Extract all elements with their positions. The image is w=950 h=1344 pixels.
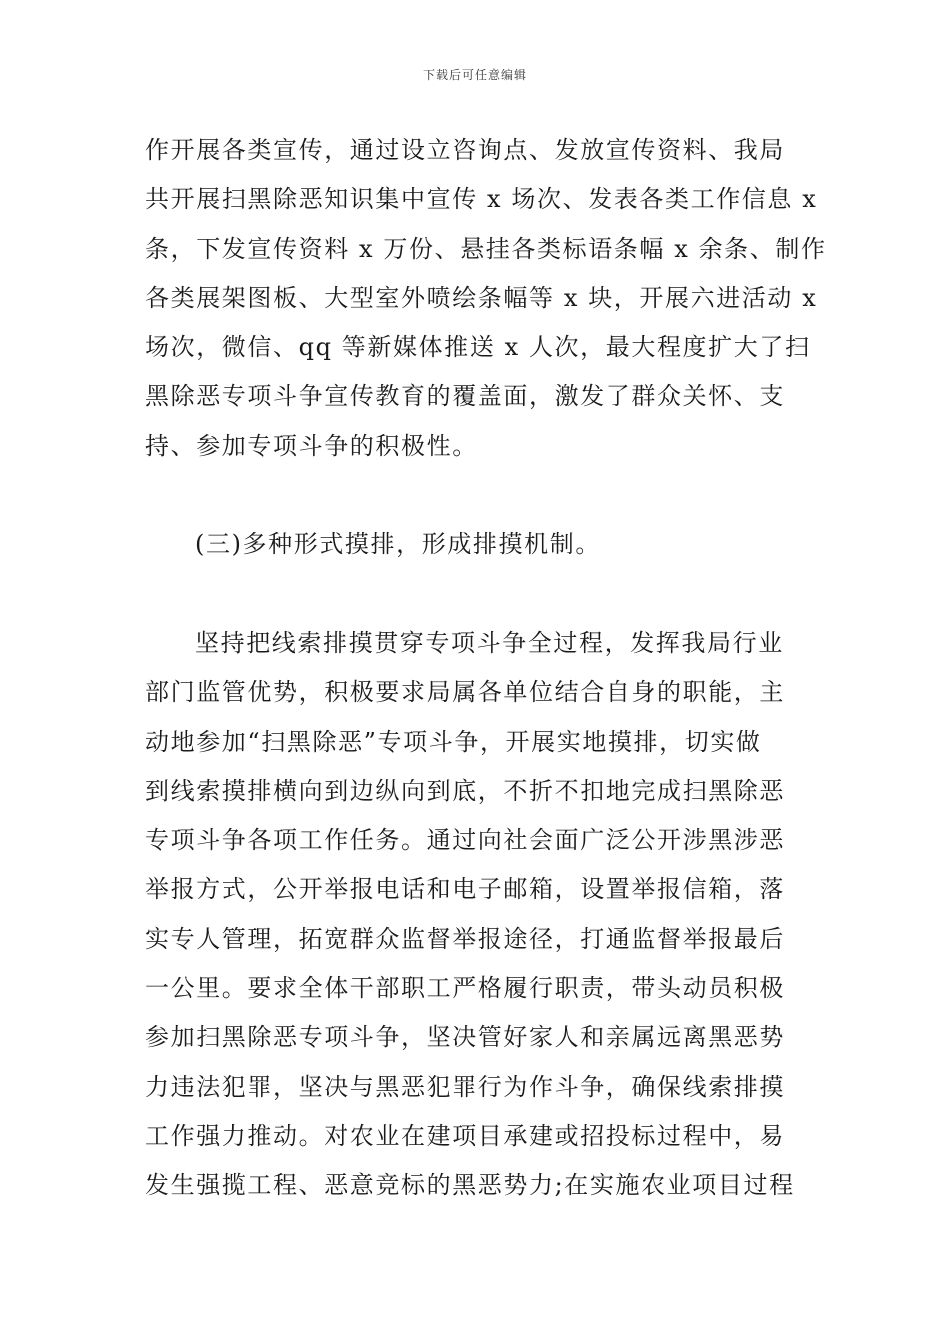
text-line: 举报方式，公开举报电话和电子邮箱，设置举报信箱，落 [145,875,785,904]
paragraph-spacer [145,570,815,619]
page-header: 下载后可任意编辑 [422,68,527,82]
text-line: 实专人管理，拓宽群众监督举报途径，打通监督举报最后 [145,924,785,953]
paragraph-publicity [145,126,827,471]
text-line: 黑除恶专项斗争宣传教育的覆盖面，激发了群众关怀、支 [145,382,785,411]
text-line: 部门监管优势，积极要求局属各单位结合自身的职能，主 [145,678,785,707]
text-line: 到线索摸排横向到边纵向到底，不折不扣地完成扫黑除恶 [145,776,785,805]
text-line: 场次，微信、qq 等新媒体推送 x 人次，最大程度扩大了扫 [145,333,811,362]
text-line: 共开展扫黑除恶知识集中宣传 x 场次、发表各类工作信息 x [145,185,818,214]
section-heading [145,520,815,569]
document-body [145,126,827,1211]
text-line: 持、参加专项斗争的积极性。 [145,431,478,460]
paragraph-spacer [145,471,815,520]
text-line: 条，下发宣传资料 x 万份、悬挂各类标语条幅 x 余条、制作 [145,234,827,263]
text-line: 坚持把线索排摸贯穿专项斗争全过程，发挥我局行业 [195,628,784,657]
text-line: 工作强力推动。对农业在建项目承建或招投标过程中，易 [145,1121,785,1150]
text-line: 一公里。要求全体干部职工严格履行职责，带头动员积极 [145,974,785,1003]
section-heading-text: (三)多种形式摸排，形成排摸机制。 [195,530,601,559]
text-line: 动地参加“扫黑除恶”专项斗争，开展实地摸排，切实做 [145,727,762,756]
text-line: 专项斗争各项工作任务。通过向社会面广泛公开涉黑涉恶 [145,826,785,855]
text-line: 参加扫黑除恶专项斗争，坚决管好家人和亲属远离黑恶势 [145,1023,785,1052]
text-line: 各类展架图板、大型室外喷绘条幅等 x 块，开展六进活动 x [145,283,818,312]
paragraph-investigation [145,619,815,1211]
text-line: 力违法犯罪，坚决与黑恶犯罪行为作斗争，确保线索排摸 [145,1072,785,1101]
text-line: 发生强揽工程、恶意竞标的黑恶势力;在实施农业项目过程 [145,1171,795,1200]
text-line: 作开展各类宣传，通过设立咨询点、发放宣传资料、我局 [145,136,785,164]
